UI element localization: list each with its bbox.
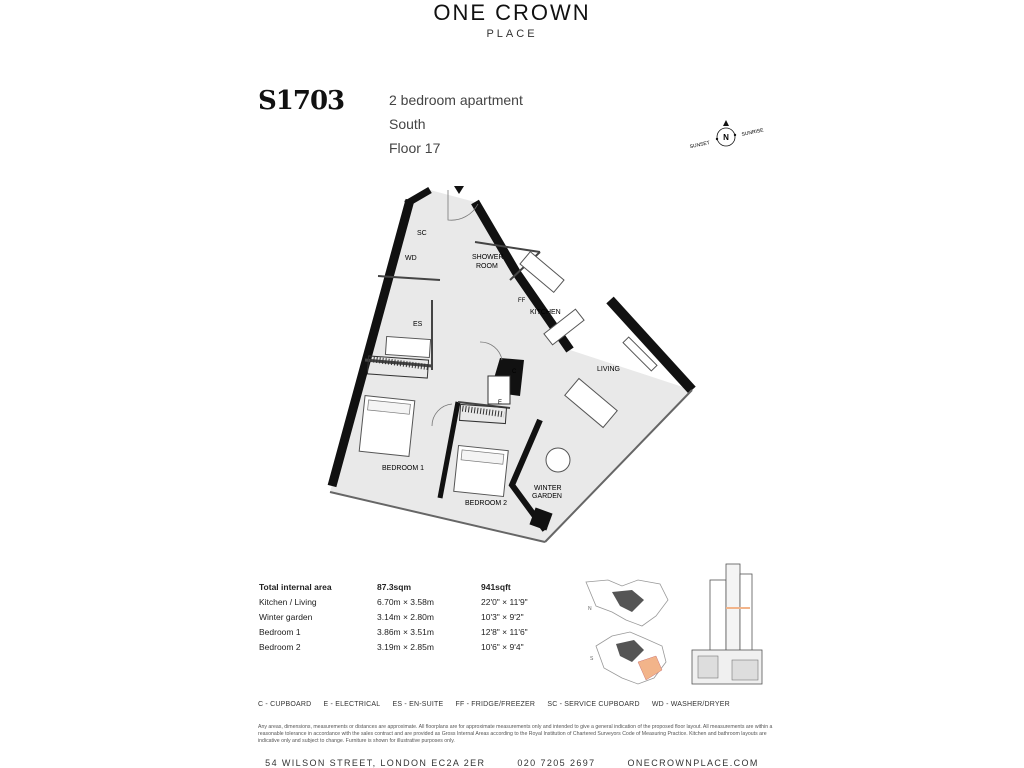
label-shower-1: SHOWER <box>472 254 504 261</box>
label-winter-2: GARDEN <box>532 493 562 500</box>
area-label: Kitchen / Living <box>259 597 317 607</box>
area-metric: 3.19m × 2.85m <box>377 642 434 652</box>
footer <box>0 758 1024 768</box>
label-es: ES <box>413 321 423 328</box>
legend-sc: SC - SERVICE CUPBOARD <box>547 701 640 708</box>
floor-plan <box>320 180 700 550</box>
building-massing <box>688 560 768 690</box>
area-header-metric: 87.3sqm <box>377 582 412 592</box>
label-bedroom1: BEDROOM 1 <box>382 465 425 472</box>
label-wd: WD <box>405 255 417 262</box>
unit-type: 2 bedroom apartment <box>389 92 523 108</box>
compass-icon <box>686 120 770 154</box>
legend-wd: WD - WASHER/DRYER <box>651 701 730 708</box>
abbreviation-legend <box>258 701 740 708</box>
legend-es: ES - EN-SUITE <box>392 701 444 708</box>
area-metric: 6.70m × 3.58m <box>377 597 434 607</box>
legend-c: C - CUPBOARD <box>258 701 312 708</box>
footer-website: ONECROWNPLACE.COM <box>627 758 759 768</box>
label-e: E <box>498 400 503 406</box>
unit-aspect: South <box>389 116 426 132</box>
brand-header <box>0 0 1024 40</box>
key-plan-lower <box>590 632 666 684</box>
label-ff: FF <box>518 298 526 304</box>
unit-info <box>389 88 523 160</box>
area-imperial: 22'0" × 11'9" <box>481 597 528 607</box>
label-bedroom2: BEDROOM 2 <box>465 500 508 507</box>
key-plan-s-label: S <box>590 656 594 662</box>
legend-ff: FF - FRIDGE/FREEZER <box>455 701 536 708</box>
label-kitchen: KITCHEN <box>530 309 561 316</box>
label-c: C <box>512 369 517 375</box>
area-label: Bedroom 1 <box>259 627 301 637</box>
area-imperial: 12'8" × 11'6" <box>481 627 528 637</box>
unit-code: S1703 <box>258 86 345 116</box>
area-imperial: 10'6" × 9'4" <box>481 642 524 652</box>
key-plan-n-label: N <box>588 606 592 612</box>
area-metric: 3.14m × 2.80m <box>377 612 434 622</box>
footer-address: 54 WILSON STREET, LONDON EC2A 2ER <box>265 758 486 768</box>
area-header-label: Total internal area <box>259 582 332 592</box>
area-metric: 3.86m × 3.51m <box>377 627 434 637</box>
area-label: Bedroom 2 <box>259 642 301 652</box>
key-plan-upper <box>586 580 668 626</box>
key-plan <box>582 576 672 686</box>
compass-sunrise: SUNRISE <box>741 127 765 138</box>
disclaimer-text: Any areas, dimensions, measurements or distances are approximate. All floorplans are for approximate measurements only and intended to give a general indication of the proposed floor layout. All measurements are within a reasonable tolerance in accordance with the sales contract and are provided as Gross Internal Areas according to the Royal Institution of Chartered Surveyors Code of Measuring Practice. Kitchen and bathroom layouts are indicative only and subject to change. Furniture is shown for illustrative purposes only. <box>258 724 773 744</box>
label-living: LIVING <box>597 366 620 373</box>
area-label: Winter garden <box>259 612 313 622</box>
compass-north: N <box>723 133 729 142</box>
unit-floor: Floor 17 <box>389 140 441 156</box>
compass-sunset: SUNSET <box>689 140 711 151</box>
area-imperial: 10'3" × 9'2" <box>481 612 524 622</box>
label-sc: SC <box>417 230 427 237</box>
brand-subtitle: PLACE <box>486 28 538 40</box>
dining-table <box>546 448 570 472</box>
footer-phone: 020 7205 2697 <box>517 758 596 768</box>
area-header-imperial: 941sqft <box>481 582 511 592</box>
label-winter-1: WINTER <box>534 485 562 492</box>
label-shower-2: ROOM <box>476 263 498 270</box>
legend-e: E - ELECTRICAL <box>323 701 381 708</box>
unit-highlight <box>638 656 662 680</box>
brand-name: ONE CROWN <box>433 0 591 25</box>
